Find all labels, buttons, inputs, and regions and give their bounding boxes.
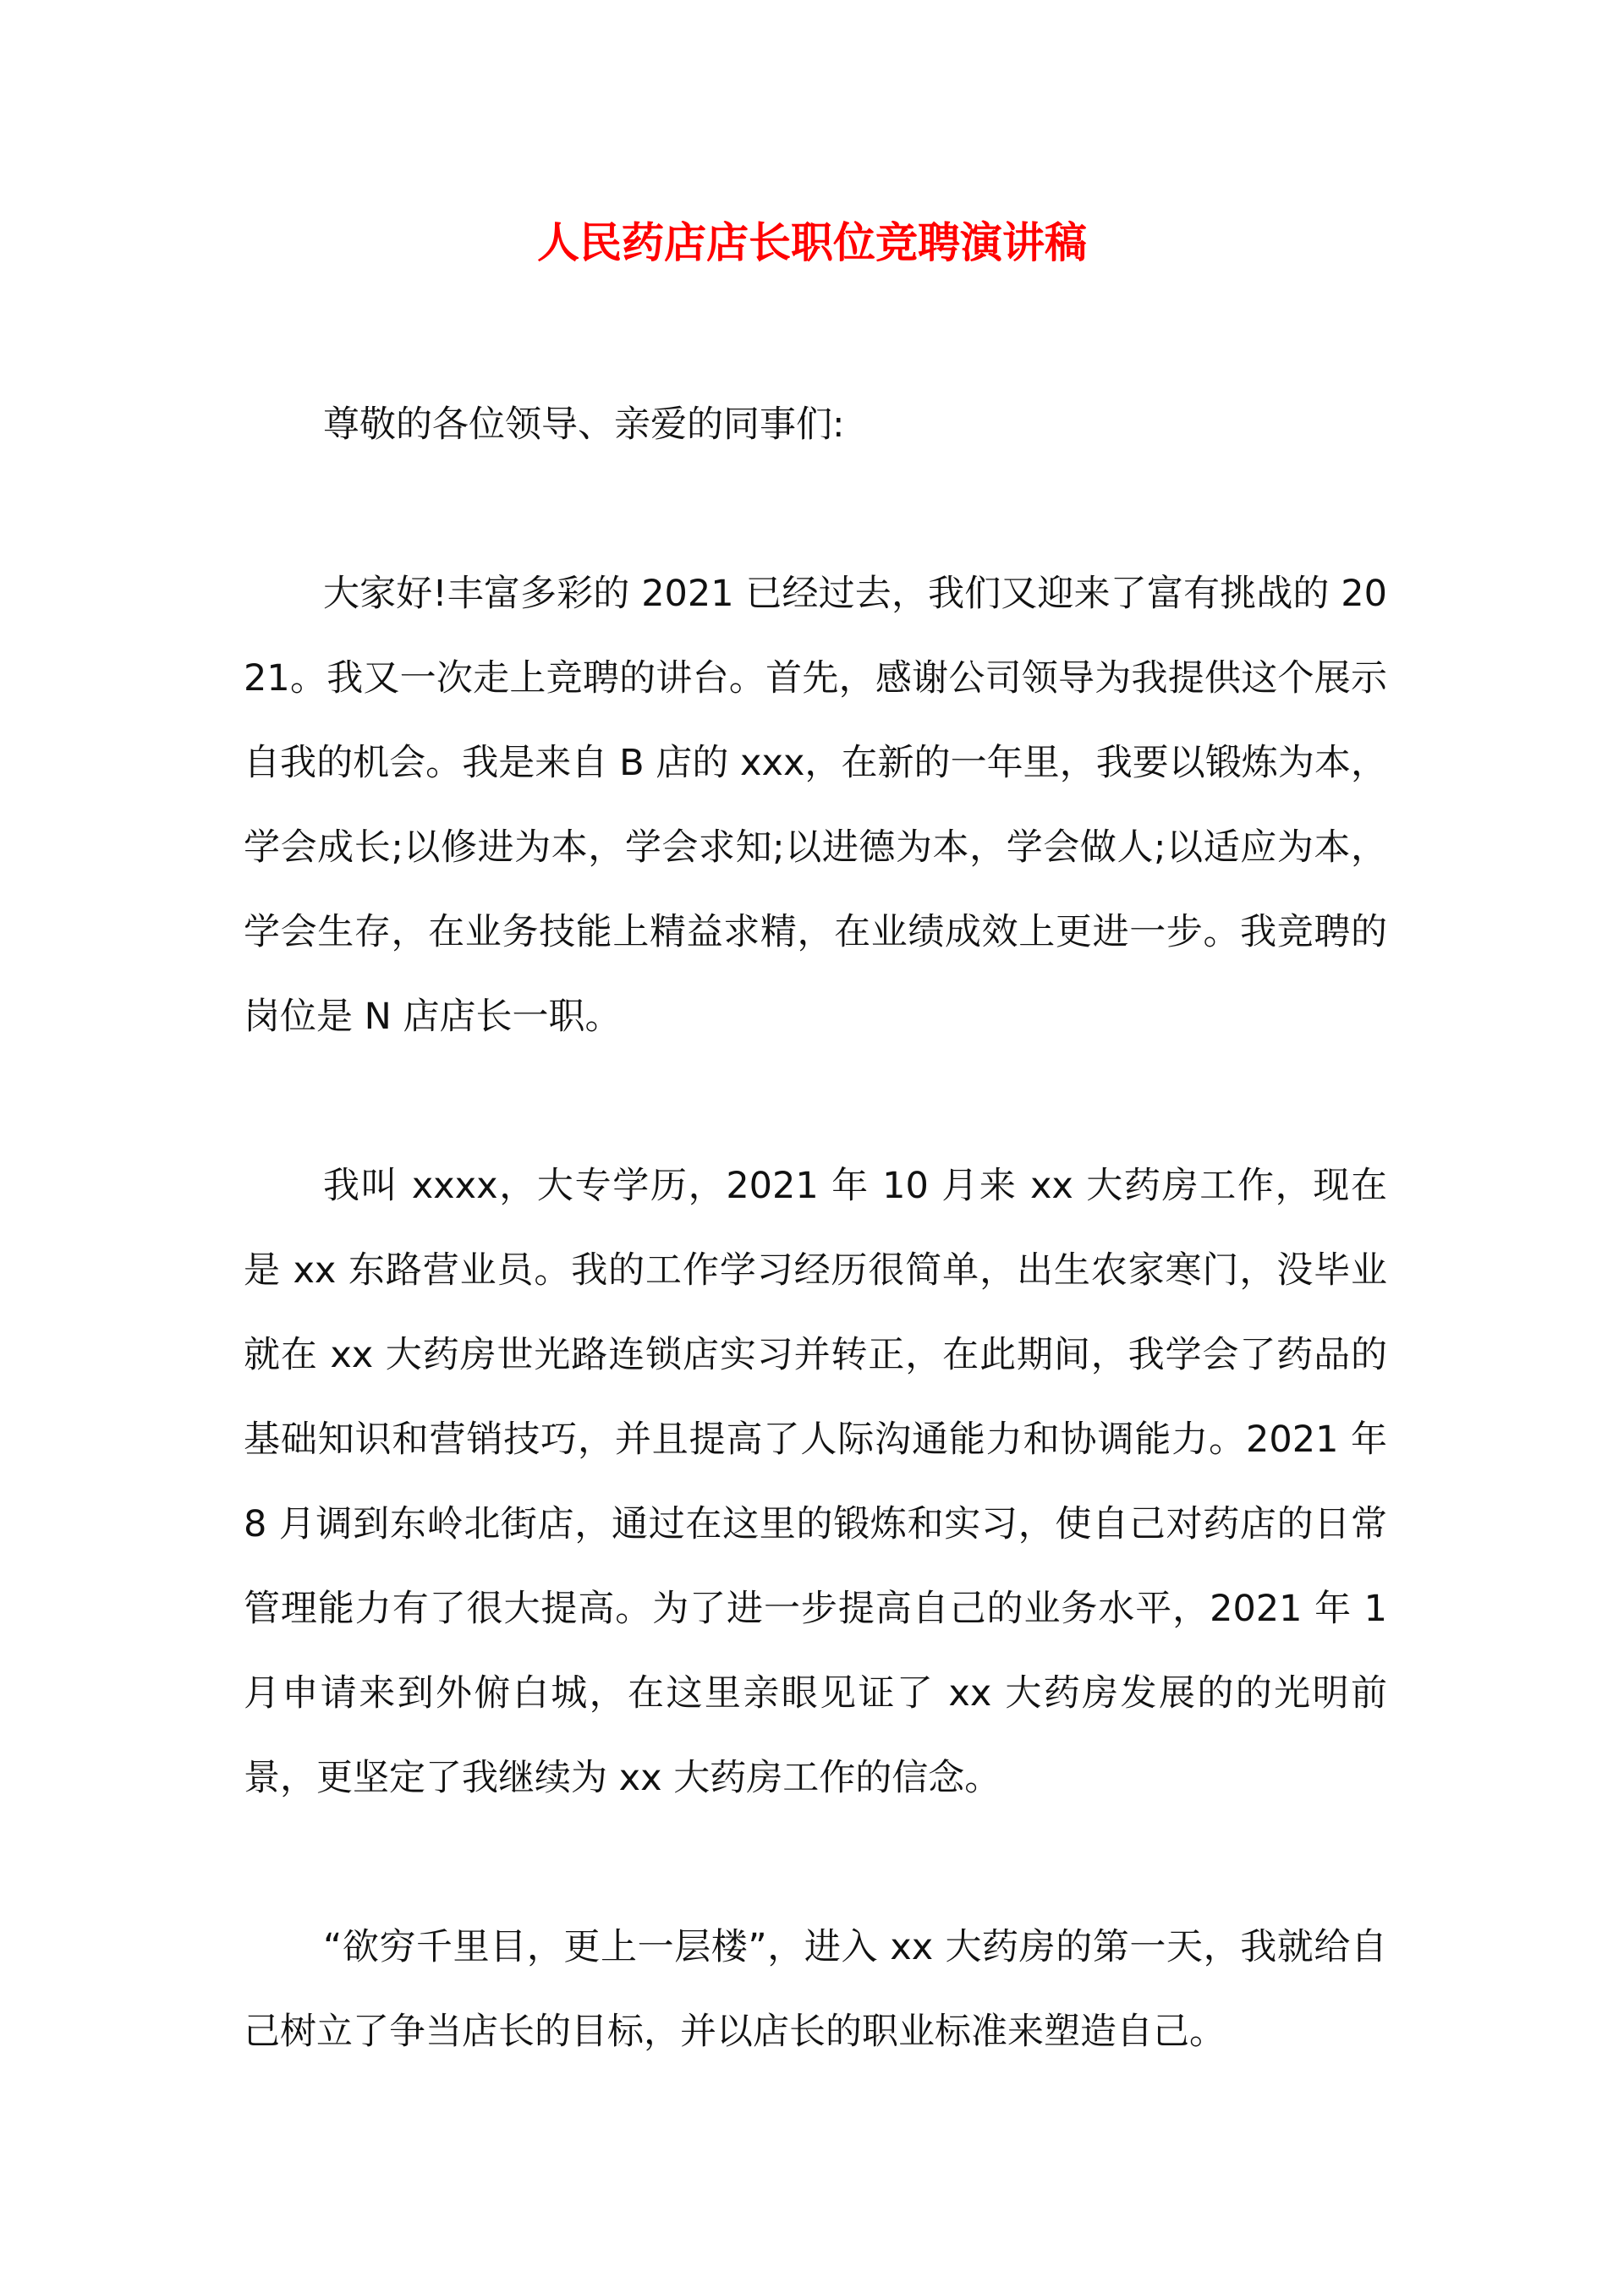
document-title: 人民药店店长职位竞聘演讲稿 <box>537 218 1087 267</box>
body-paragraph-2: 我叫 xxxx，大专学历，2021 年 10 月来 xx 大药房工作，现在是 xx 东路营业员。我的工作学习经历很简单，出生农家寒门，没毕业就在 xx 大药房世光路连锁店实习并转正，在此期间，我学会了药品的基础知识和营销技巧，并且提高了人际沟通能力和协调能力。2021 年 8 月调到东岭北街店，通过在这里的锻炼和实习，使自己对药店的日常管理能力有了很大提高。为了进一步提高自己的业务水平，2021 年 1 月申请来到外俯白城，在这里亲眼见证了 xx 大药房发展的的光明前景，更坚定了我继续为 xx 大药房工作的信念。 <box>244 1165 1387 1799</box>
body-paragraph-1: 大家好!丰富多彩的 2021 已经过去，我们又迎来了富有挑战的 2021。我又一次走上竞聘的讲台。首先，感谢公司领导为我提供这个展示自我的机会。我是来自 B 店的 xxx，在新的一年里，我要以锻炼为本，学会成长;以修进为本，学会求知;以进德为本，学会做人;以适应为本，学会生存，在业务技能上精益求精，在业绩成效上更进一步。我竞聘的岗位是 N 店店长一职。 <box>244 573 1387 1038</box>
body-paragraph-3: “欲穷千里目，更上一层楼”，进入 xx 大药房的第一天，我就给自己树立了争当店长的目标，并以店长的职业标准来塑造自己。 <box>244 1926 1387 2053</box>
greeting-paragraph: 尊敬的各位领导、亲爱的同事们: <box>323 403 845 446</box>
document-body <box>244 382 1387 2074</box>
